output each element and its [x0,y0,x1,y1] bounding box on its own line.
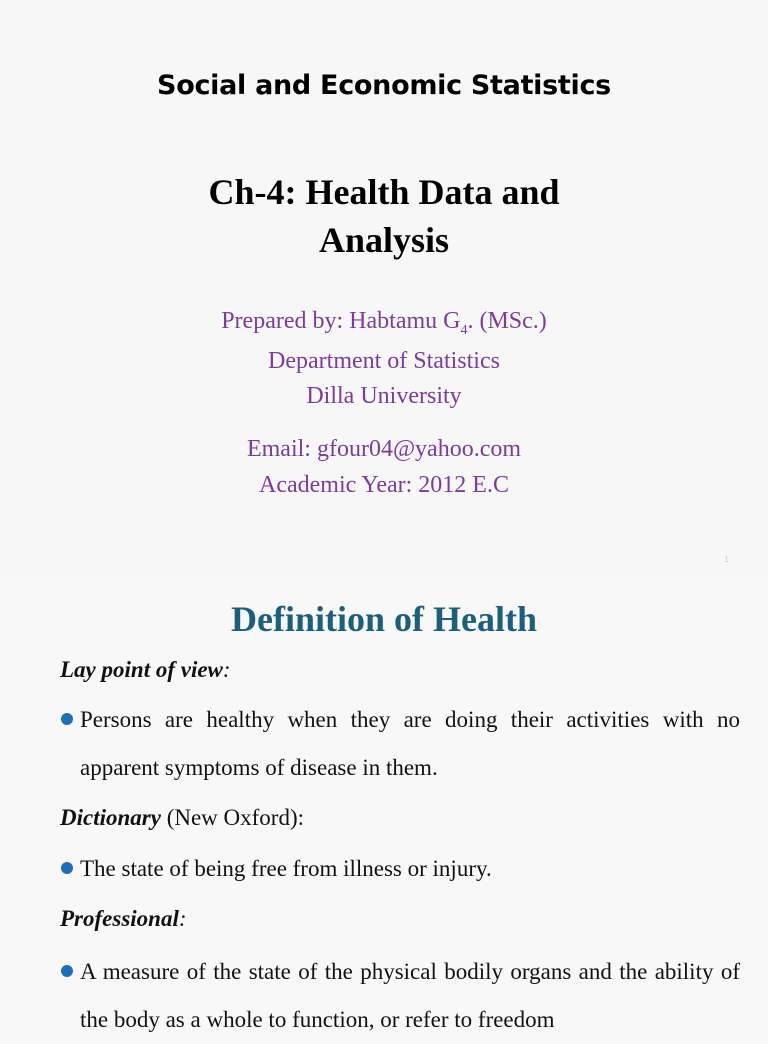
chapter-title-line1: Ch-4: Health Data and [208,172,560,212]
lay-point-label: Lay point of view: [60,657,231,682]
prepared-by [0,308,768,339]
prepared-by-suffix: . (MSc.) [467,308,547,334]
lay-label-text: Lay point of view [60,657,223,682]
bullet-dot-icon [61,862,73,874]
bullet-dot-icon [61,713,73,725]
prof-label-text: Professional [60,906,179,931]
course-title: Social and Economic Statistics [157,70,611,101]
definition-heading: Definition of Health [231,599,537,639]
chapter-title [0,168,768,264]
prepared-by-prefix: Prepared by: Habtamu G [221,308,461,334]
professional-bullet [80,948,740,1044]
chapter-title-line2: Analysis [318,220,450,260]
dict-label-text: Dictionary [60,805,161,830]
dictionary-bullet [80,845,740,893]
prof-bullet-text: A measure of the state of the physical bodily organs and the ability of the body as a whole to function, or refer to freedom [80,959,740,1032]
dict-source-text: (New Oxford): [166,805,305,830]
prepared-by-subscript: 4 [460,322,468,338]
university: Dilla University [306,383,462,409]
dict-bullet-text: The state of being free from illness or injury. [80,856,492,881]
page-number: 1 [724,555,729,564]
lay-bullet-text: Persons are healthy when they are doing their activities with no apparent symptoms of disease in them. [80,707,740,780]
academic-year: Academic Year: 2012 E.C [259,472,509,498]
department: Department of Statistics [268,348,500,374]
professional-label: Professional: [60,906,187,931]
email: Email: gfour04@yahoo.com [246,436,522,462]
bullet-dot-icon [61,965,73,977]
lay-bullet [80,696,740,792]
dictionary-label [60,805,304,831]
